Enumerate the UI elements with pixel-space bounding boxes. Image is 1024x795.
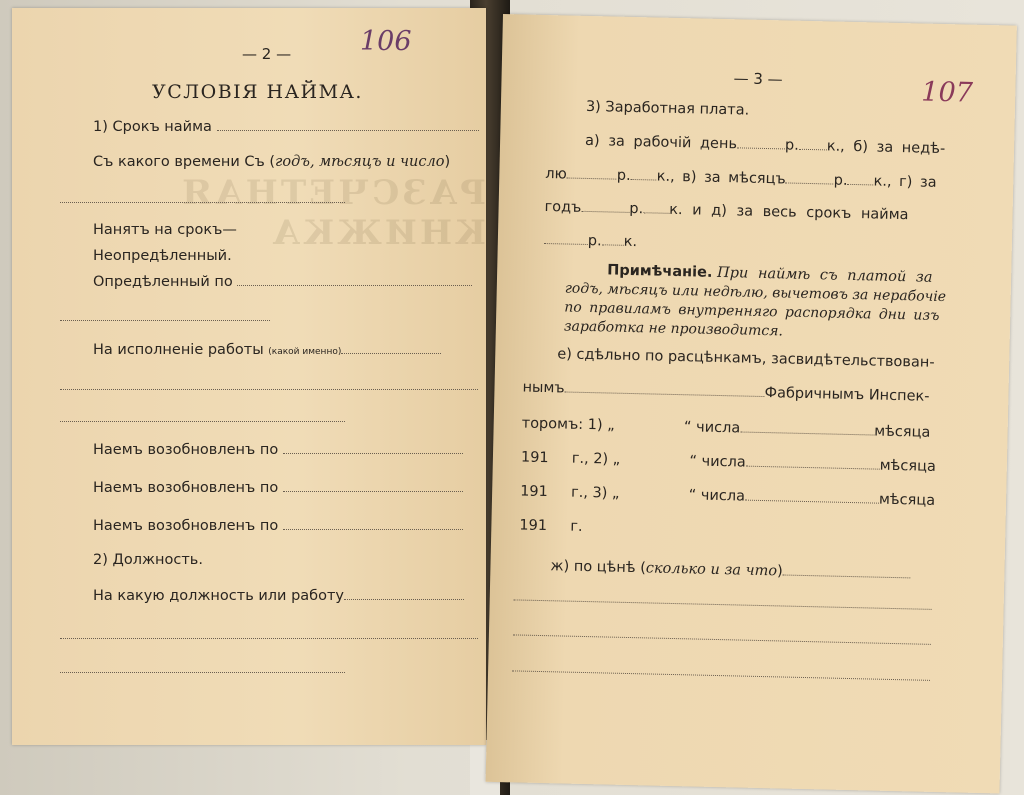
note-label: Примѣчаніе. xyxy=(607,262,713,281)
rate-row-1 xyxy=(522,415,931,442)
note-text-3: по правиламъ внутренняго распорядка дни изъ xyxy=(564,299,940,324)
month-word: мѣсяца xyxy=(874,423,931,441)
year-abbr: г., xyxy=(570,484,589,502)
term-row xyxy=(93,118,479,136)
piecework-row xyxy=(522,379,929,406)
year-prefix: 191 xyxy=(519,517,548,535)
renewed-blank-3[interactable] xyxy=(283,517,463,530)
renewed-label-3: Наемъ возобновленъ по xyxy=(93,518,279,534)
work-label: На исполненіе работы xyxy=(93,342,264,358)
total-rub-blank[interactable] xyxy=(544,231,588,245)
day-word: числа xyxy=(700,487,746,505)
wage-row-c xyxy=(544,198,908,224)
month-label: в) за мѣсяцъ xyxy=(682,169,786,188)
piecework-label: е) сдѣльно по расцѣнкамъ, засвидѣтельствован- xyxy=(557,346,935,371)
renewed-label-1: Наемъ возобновленъ по xyxy=(93,442,279,458)
rate-spacer xyxy=(619,430,679,431)
total-kop-blank[interactable] xyxy=(602,232,624,245)
note-text-1: При наймѣ съ платой за xyxy=(716,264,933,286)
position-blank[interactable] xyxy=(344,587,464,600)
year-rub-blank[interactable] xyxy=(581,199,629,213)
wage-row-a xyxy=(585,132,945,158)
wages-heading: 3) Заработная плата. xyxy=(585,98,750,119)
renewed-label-2: Наемъ возобновленъ по xyxy=(93,480,279,496)
rate-date-blank-3[interactable] xyxy=(745,488,879,504)
rate-date-blank-1[interactable] xyxy=(740,419,874,435)
renewed-blank-1[interactable] xyxy=(283,441,463,454)
hired-for: Нанятъ на срокъ— xyxy=(93,222,237,238)
kop-abbr: к., xyxy=(873,173,892,190)
week-rub-blank[interactable] xyxy=(567,165,617,179)
quote-open: „ xyxy=(612,451,621,468)
year-label: г) за xyxy=(898,174,937,191)
month-kop-blank[interactable] xyxy=(847,172,873,186)
rate-spacer xyxy=(625,464,685,465)
handwritten-folio-right: 107 xyxy=(920,76,974,109)
wage-row-b xyxy=(545,165,937,192)
rate-row-4 xyxy=(519,517,583,536)
week-cont: лю xyxy=(545,166,568,183)
month-word: мѣсяца xyxy=(878,491,936,509)
month-rub-blank[interactable] xyxy=(786,170,834,184)
note-text-2: годъ, мѣсяцъ или недѣлю, вычетовъ за нерабочіе xyxy=(564,280,947,306)
page-number: — 2 — xyxy=(242,45,292,63)
position-heading: 2) Должность. xyxy=(93,552,203,568)
right-page xyxy=(486,14,1017,793)
definite-label: Опредѣленный по xyxy=(93,274,233,290)
note-text-4: заработка не производится. xyxy=(563,318,784,340)
week-kop-blank[interactable] xyxy=(631,167,657,181)
piecework-blank[interactable] xyxy=(565,379,765,397)
year-cont: годъ xyxy=(544,198,582,216)
bleed-through-title: РАЗСЧЕТНАЯ КНИЖКА xyxy=(179,173,486,253)
left-page xyxy=(12,8,486,745)
rate-num-1: 1) xyxy=(587,417,603,434)
renewed-blank-2[interactable] xyxy=(283,479,463,492)
month-word: мѣсяца xyxy=(879,457,937,475)
year-abbr: г., xyxy=(571,450,589,468)
rub-abbr: р. xyxy=(616,167,631,184)
price-close: ) xyxy=(776,563,783,580)
kop-abbr: к., xyxy=(656,168,675,185)
day-word: числа xyxy=(695,419,741,437)
price-row xyxy=(550,557,911,583)
rate-row-3 xyxy=(520,483,935,510)
rub-abbr: р. xyxy=(784,137,799,154)
quote-open: „ xyxy=(611,485,620,502)
work-row xyxy=(93,341,441,361)
quote-close: “ xyxy=(689,453,698,470)
position-blank-3[interactable] xyxy=(60,672,345,673)
rate-num-3: 3) xyxy=(592,485,608,502)
since-close: ) xyxy=(444,154,451,170)
rate-num-2: 2) xyxy=(593,451,609,468)
definite-blank-2[interactable] xyxy=(60,320,270,321)
rub-abbr: р. xyxy=(629,200,644,218)
since-label: Съ какого времени Съ ( xyxy=(93,154,276,170)
term-total-label: и д) за весь срокъ найма xyxy=(691,202,909,224)
definite-blank[interactable] xyxy=(237,273,472,286)
price-italic: сколько и за что xyxy=(645,560,778,580)
day-rub-blank[interactable] xyxy=(737,135,785,149)
quote-open: „ xyxy=(607,417,615,434)
day-kop-blank[interactable] xyxy=(799,137,827,151)
definite-row xyxy=(93,273,472,291)
day-label: а) за рабочій день xyxy=(584,132,738,153)
price-blank-3[interactable] xyxy=(513,634,931,644)
since-blank[interactable] xyxy=(60,202,345,203)
rate-spacer xyxy=(624,498,684,499)
quote-close: “ xyxy=(688,487,697,504)
page-heading: УСЛОВІЯ НАЙМА. xyxy=(152,81,363,103)
piecework-cont: нымъ xyxy=(522,379,565,397)
inspector-label: торомъ: xyxy=(521,415,584,433)
rate-date-blank-2[interactable] xyxy=(746,454,880,470)
quote-close: “ xyxy=(683,419,692,436)
wage-row-d xyxy=(544,231,638,251)
work-blank[interactable] xyxy=(341,341,441,354)
term-label: 1) Срокъ найма xyxy=(93,119,212,135)
position-row xyxy=(93,587,464,605)
year-prefix: 191 xyxy=(520,449,549,467)
kop-abbr: к. xyxy=(669,201,683,219)
position-blank-2[interactable] xyxy=(60,638,478,639)
work-blank-3[interactable] xyxy=(60,421,345,422)
rub-abbr: р. xyxy=(833,172,848,189)
year-abbr: г. xyxy=(570,518,583,535)
price-label: ж) по цѣнѣ ( xyxy=(550,558,647,577)
page-number-right: — 3 — xyxy=(733,69,783,89)
year-prefix: 191 xyxy=(519,483,549,501)
year-kop-blank[interactable] xyxy=(643,200,669,214)
handwritten-folio: 106 xyxy=(360,26,412,57)
price-blank[interactable] xyxy=(783,562,911,578)
position-question: На какую должность или работу xyxy=(93,588,345,604)
renewed-row-1 xyxy=(93,441,463,459)
since-row xyxy=(93,153,450,171)
week-label: б) за недѣ- xyxy=(853,138,946,158)
day-word: числа xyxy=(701,453,746,471)
price-blank-2[interactable] xyxy=(514,599,932,609)
renewed-row-3 xyxy=(93,517,463,535)
work-blank-2[interactable] xyxy=(60,389,478,390)
renewed-row-2 xyxy=(93,479,463,497)
work-hint: (какой именно) xyxy=(268,347,342,357)
kop-abbr: к. xyxy=(623,233,638,251)
term-blank[interactable] xyxy=(217,118,479,131)
since-italic: годъ, мѣсяцъ и число xyxy=(275,154,445,170)
rate-row-2 xyxy=(521,449,936,476)
kop-abbr: к., xyxy=(826,138,845,155)
rub-abbr: р. xyxy=(587,232,602,250)
factory-inspector: Фабричнымъ Инспек- xyxy=(764,385,930,405)
indefinite-option: Неопредѣленный. xyxy=(93,248,232,264)
price-blank-4[interactable] xyxy=(512,670,930,680)
